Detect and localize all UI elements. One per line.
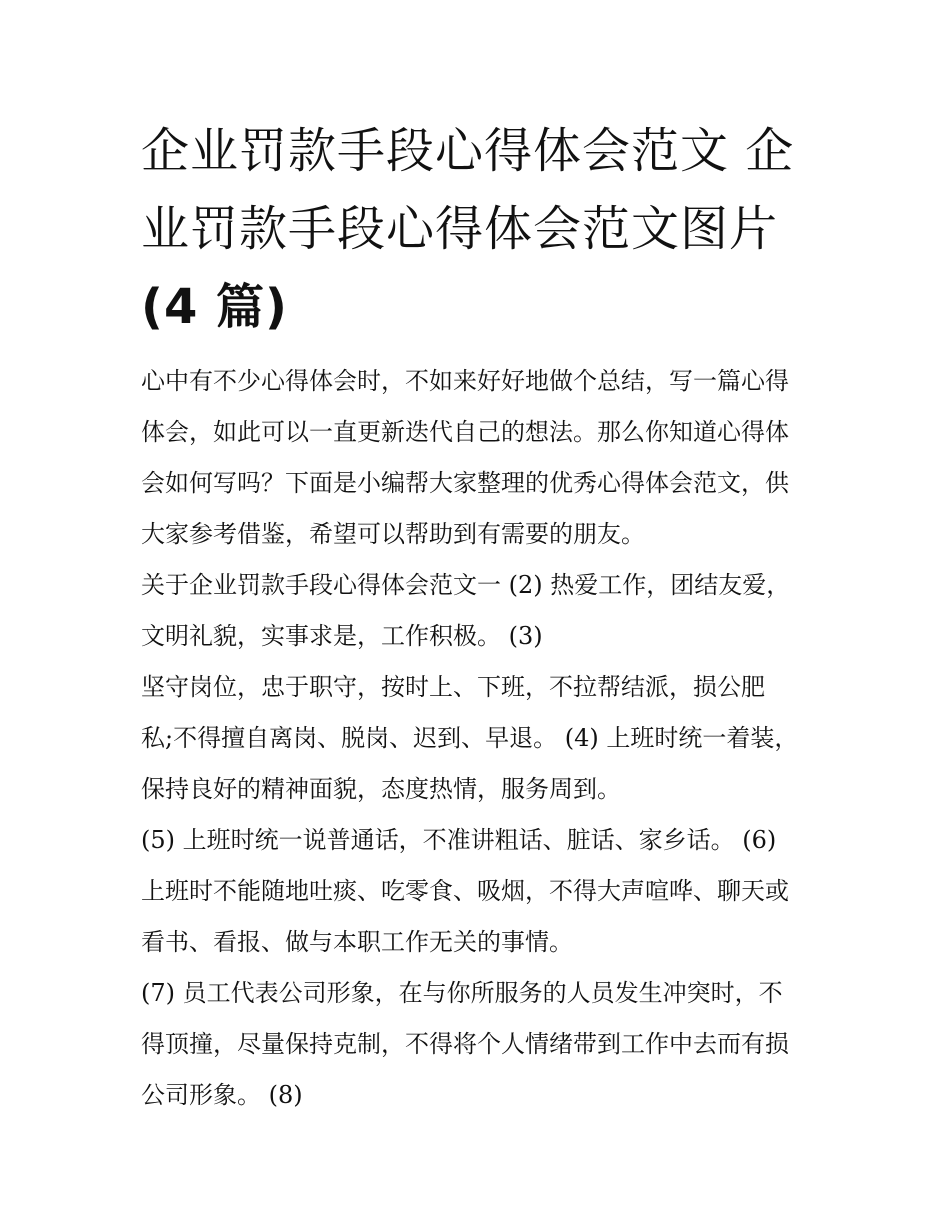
body-line: 上班时不能随地吐痰、吃零食、吸烟，不得大声喧哗、聊天或 — [141, 877, 789, 905]
title-line-3: (4 篇) — [141, 279, 288, 335]
body-line: (7) 员工代表公司形象，在与你所服务的人员发生冲突时，不 — [141, 979, 783, 1007]
body-line: 看书、看报、做与本职工作无关的事情。 — [141, 928, 573, 956]
body-line: (5) 上班时统一说普通话，不准讲粗话、脏话、家乡话。 (6) — [141, 826, 777, 854]
body-line: 关于企业罚款手段心得体会范文一 (2) 热爱工作，团结友爱， — [141, 571, 791, 599]
body-line: 保持良好的精神面貌，态度热情，服务周到。 — [141, 775, 621, 803]
body-line: 公司形象。 (8) — [141, 1081, 303, 1109]
body-line: 文明礼貌，实事求是，工作积极。 (3) — [141, 622, 543, 650]
body-line: 大家参考借鉴，希望可以帮助到有需要的朋友。 — [141, 520, 645, 548]
document-body — [141, 356, 821, 1121]
body-line: 得顶撞，尽量保持克制，不得将个人情绪带到工作中去而有损 — [141, 1030, 789, 1058]
title-line-2: 业罚款手段心得体会范文图片 — [141, 201, 779, 257]
body-line: 会如何写吗？下面是小编帮大家整理的优秀心得体会范文，供 — [141, 469, 789, 497]
body-line: 体会，如此可以一直更新迭代自己的想法。那么你知道心得体 — [141, 418, 789, 446]
document-title — [141, 112, 821, 346]
body-line: 坚守岗位，忠于职守，按时上、下班，不拉帮结派，损公肥 — [141, 673, 765, 701]
body-line: 心中有不少心得体会时，不如来好好地做个总结，写一篇心得 — [141, 367, 789, 395]
body-line: 私;不得擅自离岗、脱岗、迟到、早退。 (4) 上班时统一着装， — [141, 724, 799, 752]
title-line-1: 企业罚款手段心得体会范文 企 — [141, 123, 795, 179]
